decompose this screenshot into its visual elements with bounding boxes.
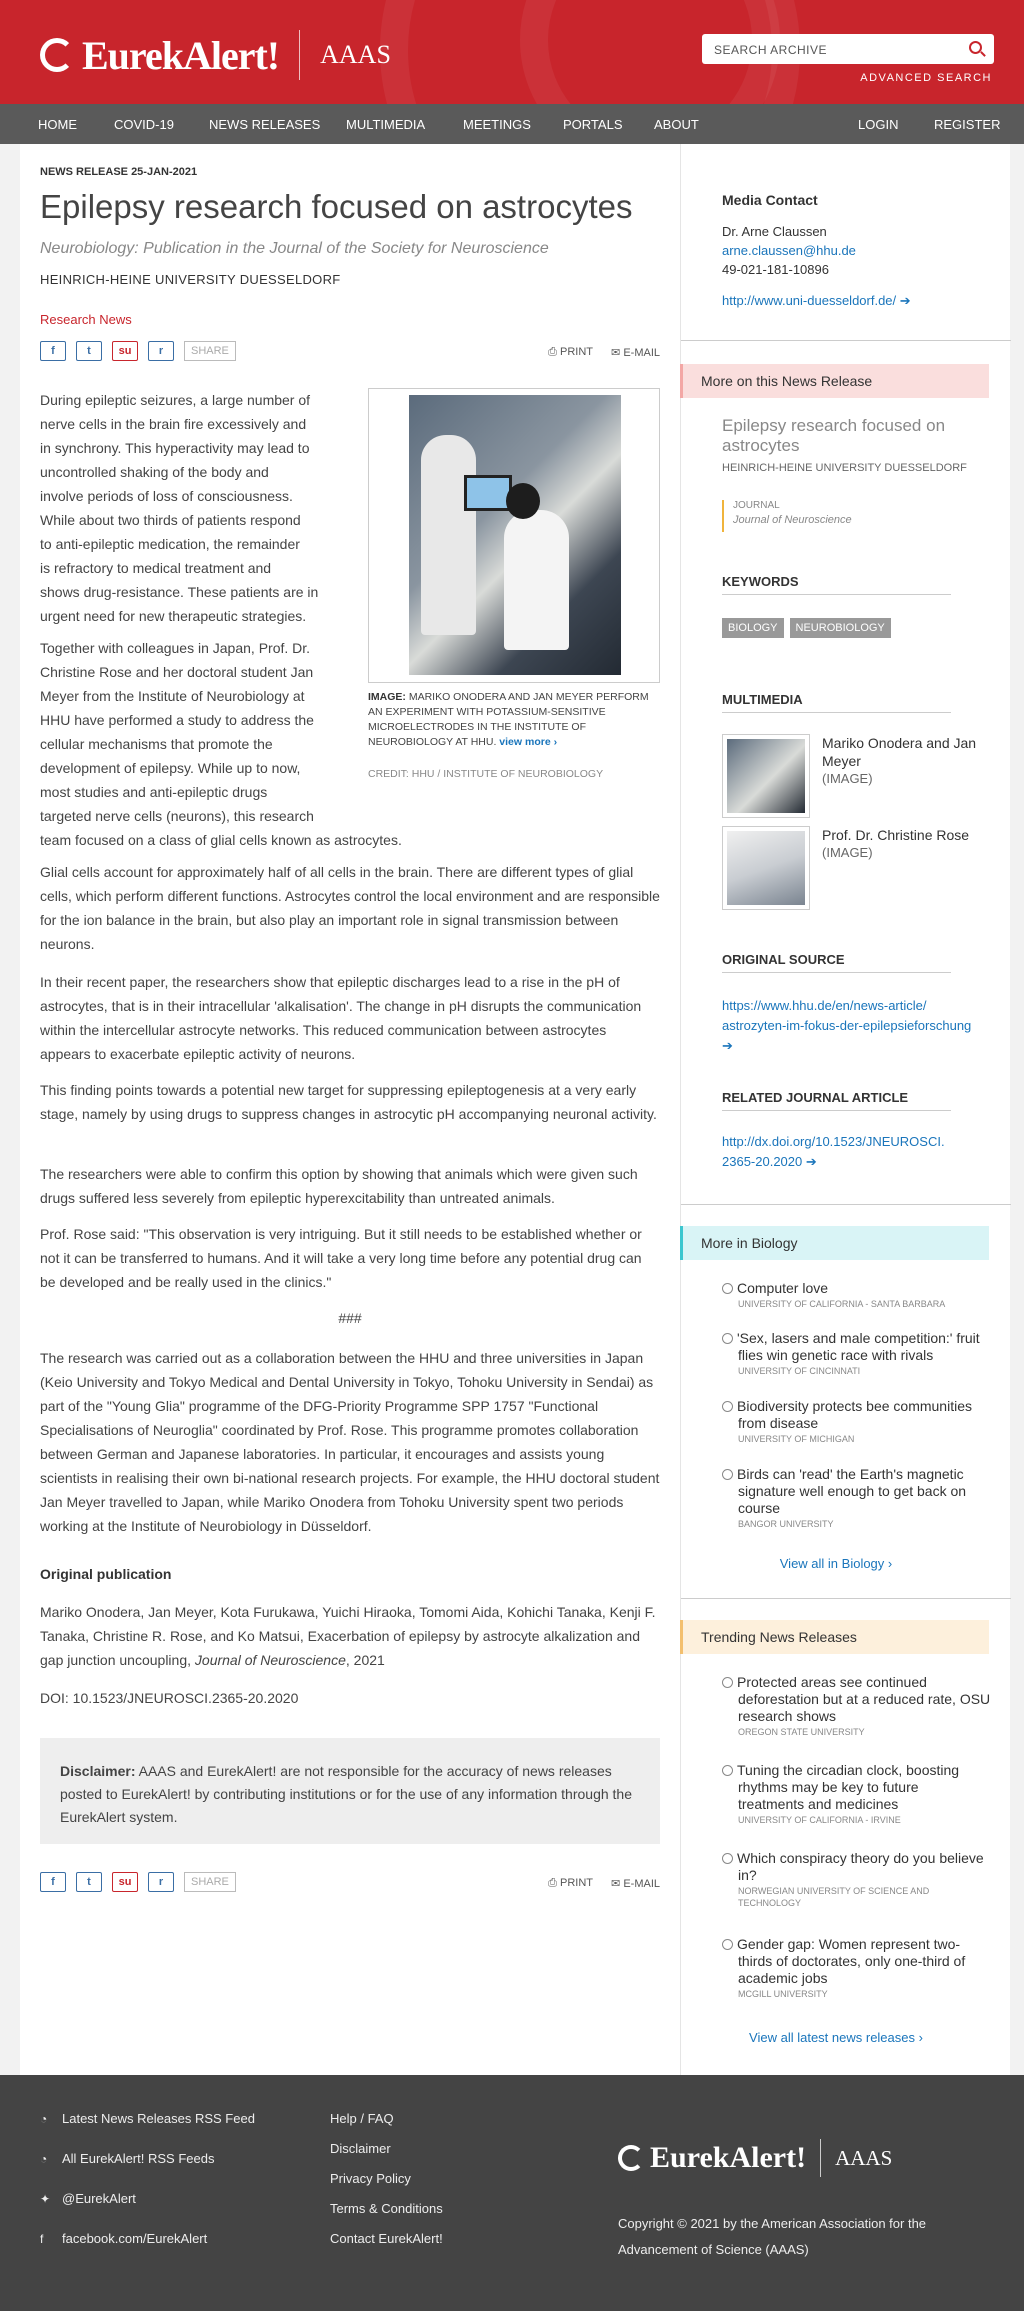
eurekalert-logo[interactable]: [40, 30, 391, 80]
original-publication-heading: Original publication: [40, 1566, 172, 1582]
media-type: (IMAGE): [822, 845, 873, 860]
facebook-link[interactable]: [40, 2231, 207, 2246]
news-item-title: Protected areas see continued: [737, 1674, 927, 1690]
text-line: in synchrony. This hyperactivity may lead to: [40, 440, 310, 456]
paragraph-4: In their recent paper, the researchers show that epileptic discharges lead to a rise in the pH of astrocytes, that is in their intracellular 'alkalisation'. The change in pH disrupts the communication within the intercellular astrocyte networks. This reduced communication between astrocytes appears to exacerbate epileptic activity of neurons.: [40, 974, 642, 1062]
source-url-line-1: https://www.hhu.de/en/news-article/: [722, 998, 927, 1013]
twitter-share-button[interactable]: t: [76, 341, 102, 361]
envelope-icon: ✉: [611, 1878, 624, 1890]
trending-heading: Trending News Releases: [680, 1620, 989, 1654]
circle-arrow-icon: [722, 1853, 733, 1864]
swirl-logo-icon: [618, 2145, 644, 2171]
original-publication-citation: [40, 1600, 660, 1672]
journal-block: [722, 500, 852, 532]
news-item-title: from disease: [738, 1415, 819, 1431]
caption-text: MARIKO ONODERA AND JAN MEYER PERFORM AN EXPERIMENT WITH POTASSIUM-SENSITIVE MICROELECTRODES IN THE INSTITUTE OF NEUROBIOLOGY AT HHU.: [368, 691, 649, 748]
print-icon: ⎙: [548, 1877, 561, 1889]
news-item-source: MCGILL UNIVERSITY: [738, 1989, 828, 1999]
email-label: E-MAIL: [623, 347, 660, 359]
copyright-line-2: Advancement of Science (AAAS): [618, 2242, 809, 2257]
facebook-icon: f: [40, 2232, 44, 2246]
facebook-share-button[interactable]: f: [40, 1872, 66, 1892]
print-label: PRINT: [560, 346, 594, 358]
external-link-icon: ➔: [899, 293, 911, 308]
news-item-title: academic jobs: [738, 1970, 828, 1986]
figure-caption: [368, 690, 658, 750]
paragraph-2: [40, 636, 402, 852]
nav-portals[interactable]: PORTALS: [563, 117, 623, 132]
news-item-title: 'Sex, lasers and male competition:' fruit: [737, 1330, 980, 1346]
disclaimer-box: [40, 1738, 660, 1844]
news-item-title: Computer love: [737, 1280, 829, 1296]
circle-arrow-icon: [722, 1677, 733, 1688]
paragraph-6: The researchers were able to confirm this option by showing that animals which were given such drugs suffered less severely from epileptic hyperexcitability than untreated animals.: [40, 1166, 638, 1206]
twitter-icon: ✦: [40, 2192, 51, 2206]
text-line: urgent need for new therapeutic strategies.: [40, 608, 307, 624]
site-footer: [0, 2075, 1024, 2311]
news-item-title: Gender gap: Women represent two-: [737, 1936, 961, 1952]
citation-journal: Journal of Neuroscience: [194, 1652, 346, 1668]
news-item-title: Birds can 'read' the Earth's magnetic: [737, 1466, 964, 1482]
news-item[interactable]: [722, 1280, 1022, 1309]
text-line: Together with colleagues in Japan, Prof. Dr.: [40, 640, 311, 656]
news-item[interactable]: [722, 1330, 1022, 1376]
text-line: During epileptic seizures, a large number of: [40, 392, 311, 408]
disclaimer-text: AAAS and EurekAlert! are not responsible for the accuracy of news releases posted to EurekAlert! by contributing institutions or for the use of any information through the EurekAlert system.: [60, 1763, 632, 1825]
image-label: IMAGE:: [368, 691, 406, 703]
contact-name: Dr. Arne Claussen: [722, 224, 827, 239]
paragraph-7: Prof. Rose said: "This observation is very intriguing. But it still needs to be established whether or not it can be transferred to humans. And it will take a very long time before any potential drug can be developed and be really used in the clinics.": [40, 1226, 642, 1290]
nav-multimedia[interactable]: MULTIMEDIA: [346, 117, 426, 132]
news-item-title: rhythms may be key to future: [738, 1779, 919, 1795]
more-release-institution: HEINRICH-HEINE UNIVERSITY DUESSELDORF: [722, 462, 967, 474]
footer-aaas: AAAS: [835, 2145, 893, 2170]
paragraph-3: Glial cells account for approximately half of all cells in the brain. There are different types of glial cells, which perform different functions. Astrocytes control the local environment and are responsible for the ion balance in the brain, but also play an important role in signal transmission between neurons.: [40, 864, 660, 952]
article-subtitle: Neurobiology: Publication in the Journal of the Society for Neuroscience: [40, 240, 549, 257]
news-item[interactable]: [722, 1398, 1022, 1444]
contact-phone: 49-021-181-10896: [722, 262, 829, 277]
share-bar-bottom: [40, 1872, 236, 1892]
institution: HEINRICH-HEINE UNIVERSITY DUESSELDORF: [40, 272, 341, 287]
keywords-heading: KEYWORDS: [722, 574, 799, 589]
text-line: uncontrolled shaking of the body and: [40, 464, 269, 480]
figure-credit: CREDIT: HHU / INSTITUTE OF NEUROBIOLOGY: [368, 768, 604, 780]
nav-home[interactable]: HOME: [38, 117, 77, 132]
multimedia-heading: MULTIMEDIA: [722, 692, 803, 707]
nav-register[interactable]: REGISTER: [934, 117, 1001, 132]
reddit-share-button[interactable]: r: [148, 1872, 174, 1892]
text-line: most studies and anti-epileptic drugs: [40, 784, 268, 800]
text-line: is refractory to medical treatment and: [40, 560, 272, 576]
more-in-biology-heading: More in Biology: [680, 1226, 989, 1260]
share-button[interactable]: SHARE: [184, 341, 236, 361]
release-date: NEWS RELEASE 25-JAN-2021: [40, 166, 198, 178]
rss-icon: ◔: [40, 2152, 48, 2166]
divider: [722, 1110, 951, 1111]
email-button[interactable]: [611, 346, 660, 359]
footer-brand: EurekAlert!: [650, 2141, 807, 2174]
footer-contact-link[interactable]: Contact EurekAlert!: [330, 2231, 443, 2246]
circle-arrow-icon: [722, 1401, 733, 1412]
news-item-title: Biodiversity protects bee communities: [737, 1398, 972, 1414]
source-url-line-2: astrozyten-im-fokus-der-epilepsieforschung: [722, 1018, 972, 1033]
logo-divider: [299, 30, 300, 80]
lab-photo[interactable]: [409, 395, 621, 675]
text-line: nerve cells in the brain fire excessively and: [40, 416, 307, 432]
news-item-title: in?: [738, 1867, 757, 1883]
search-icon[interactable]: [969, 41, 982, 54]
media-item[interactable]: [822, 734, 992, 788]
keyword-tag[interactable]: BIOLOGY: [722, 618, 784, 638]
news-item-title: deforestation but at a reduced rate, OSU: [738, 1691, 991, 1707]
share-bar-top: [40, 341, 236, 361]
text-line: While about two thirds of patients respond: [40, 512, 301, 528]
category-label[interactable]: Research News: [40, 312, 132, 327]
circle-arrow-icon: [722, 1469, 733, 1480]
nav-meetings[interactable]: MEETINGS: [463, 117, 531, 132]
news-item-source: UNIVERSITY OF CINCINNATI: [738, 1366, 861, 1376]
news-item-source: TECHNOLOGY: [738, 1898, 802, 1908]
more-on-release-heading: More on this News Release: [680, 364, 989, 398]
print-button[interactable]: [548, 346, 593, 359]
news-item-title: research shows: [738, 1708, 837, 1724]
news-item[interactable]: [722, 1466, 1022, 1529]
doi: DOI: 10.1523/JNEUROSCI.2365-20.2020: [40, 1690, 299, 1706]
section-separator: ###: [338, 1310, 362, 1326]
circle-arrow-icon: [722, 1333, 733, 1344]
divider: [681, 1598, 1011, 1599]
text-line: Meyer from the Institute of Neurobiology at: [40, 688, 305, 704]
related-article-link[interactable]: [722, 1132, 945, 1172]
swirl-logo-icon: [40, 38, 74, 72]
news-item-source: NORWEGIAN UNIVERSITY OF SCIENCE AND: [738, 1886, 930, 1896]
facebook-share-button[interactable]: f: [40, 341, 66, 361]
news-item-title: Which conspiracy theory do you believe: [737, 1850, 984, 1866]
text-line: targeted nerve cells (neurons), this research: [40, 808, 314, 824]
news-item[interactable]: [722, 1674, 1022, 1737]
media-item[interactable]: [822, 826, 992, 862]
print-button[interactable]: [548, 1877, 593, 1890]
news-item-source: UNIVERSITY OF CALIFORNIA - IRVINE: [738, 1815, 901, 1825]
sidebar: [680, 144, 1010, 2075]
stumbleupon-share-button[interactable]: su: [112, 341, 138, 361]
circle-arrow-icon: [722, 1939, 733, 1950]
disclaimer-label: Disclaimer:: [60, 1763, 136, 1779]
paragraph-1: [40, 388, 318, 628]
copyright-line-1: Copyright © 2021 by the American Association for the: [618, 2216, 927, 2231]
media-title: Mariko Onodera and Jan Meyer: [822, 735, 977, 769]
circle-arrow-icon: [722, 1765, 733, 1776]
journal-name: Journal of Neuroscience: [733, 514, 852, 526]
search-placeholder: SEARCH ARCHIVE: [714, 43, 828, 57]
related-url-line-2: 2365-20.2020: [722, 1154, 803, 1169]
news-item-title: signature well enough to get back on: [738, 1483, 967, 1499]
share-button[interactable]: SHARE: [184, 1872, 236, 1892]
rss-icon: ◔: [40, 2112, 48, 2126]
text-line: HHU have performed a study to address the: [40, 712, 314, 728]
divider: [722, 712, 951, 713]
divider: [681, 1204, 1011, 1205]
news-item-source: UNIVERSITY OF CALIFORNIA - SANTA BARBARA: [738, 1299, 946, 1309]
related-article-heading: RELATED JOURNAL ARTICLE: [722, 1090, 909, 1105]
stumbleupon-share-button[interactable]: su: [112, 1872, 138, 1892]
divider: [722, 972, 951, 973]
footer-help-link[interactable]: Help / FAQ: [330, 2111, 394, 2126]
site-header: [0, 0, 1024, 104]
news-item-title: flies win genetic race with rivals: [738, 1347, 934, 1363]
media-contact-heading: Media Contact: [722, 192, 818, 208]
news-item-source: OREGON STATE UNIVERSITY: [738, 1727, 865, 1737]
contact-email-link[interactable]: arne.claussen@hhu.de: [722, 243, 856, 258]
footer-link-label: Latest News Releases RSS Feed: [62, 2111, 255, 2126]
main-nav: [0, 104, 1024, 144]
news-item[interactable]: [722, 1762, 1022, 1825]
view-all-trending-link[interactable]: View all latest news releases ›: [749, 2030, 923, 2045]
news-item-title: treatments and medicines: [738, 1796, 899, 1812]
original-source-link[interactable]: [722, 996, 971, 1056]
view-all-biology-link[interactable]: View all in Biology ›: [779, 1556, 893, 1571]
article-column: [20, 144, 680, 2075]
media-title: Prof. Dr. Christine Rose: [822, 827, 970, 843]
contact-url-link[interactable]: [722, 291, 911, 310]
citation-year: , 2021: [345, 1652, 385, 1668]
print-icon: ⎙: [548, 346, 561, 358]
news-item-title: Tuning the circadian clock, boosting: [737, 1762, 960, 1778]
footer-link-label: facebook.com/EurekAlert: [62, 2231, 208, 2246]
paragraph-8: The research was carried out as a collaboration between the HHU and three universities in Japan (Keio University and Tokyo Medical and Dental University in Tokyo, Tohoku University in Sendai) as part of the "Young Glia" programme of the DFG-Priority Programme SPP 1757 "Functional Specialisations of Neuroglia" coordinated by Prof. Rose. This programme promotes collaboration between German and Japanese laboratories. In particular, it encourages and assists young scientists in realising their own bi-national research projects. For example, the HHU doctoral student Jan Meyer travelled to Japan, while Mariko Onodera from Tohoku University spent two periods working at the Institute of Neurobiology in Düsseldorf.: [40, 1350, 660, 1534]
citation-authors: Mariko Onodera, Jan Meyer, Kota Furukawa, Yuichi Hiraoka, Tomomi Aida, Kohichi Tanaka, Kenji F. Tanaka, Christine R. Rose, and Ko Matsui, Exacerbation of epilepsy by astrocyte alkalization and gap junction uncoupling,: [40, 1604, 656, 1668]
text-line: shows drug-resistance. These patients are in: [40, 584, 319, 600]
rss-all-link[interactable]: [40, 2151, 214, 2166]
article-title: Epilepsy research focused on astrocytes: [40, 188, 633, 225]
nav-covid[interactable]: COVID-19: [114, 117, 174, 132]
footer-disclaimer-link[interactable]: Disclaimer: [330, 2141, 391, 2156]
paragraph-5: This finding points towards a potential new target for suppressing epileptogenesis at a very early stage, namely by using drugs to suppress changes in astrocytic pH accompanying neuronal activity.: [40, 1082, 657, 1122]
print-email-tools: [548, 1877, 660, 1890]
article-figure[interactable]: [368, 388, 660, 683]
external-link-icon: ➔: [722, 1038, 733, 1053]
footer-link-label: @EurekAlert: [62, 2191, 136, 2206]
media-type: (IMAGE): [822, 771, 873, 786]
view-more-link[interactable]: view more ›: [499, 736, 558, 748]
email-label: E-MAIL: [623, 1878, 660, 1890]
text-line: to anti-epileptic medication, the remainder: [40, 536, 300, 552]
footer-terms-link[interactable]: Terms & Conditions: [330, 2201, 443, 2216]
reddit-share-button[interactable]: r: [148, 341, 174, 361]
aaas-logo[interactable]: AAAS: [320, 40, 391, 69]
rss-latest-link[interactable]: [40, 2111, 255, 2126]
circle-arrow-icon: [722, 1283, 733, 1294]
divider: [722, 594, 951, 595]
text-line: cellular mechanisms that promote the: [40, 736, 273, 752]
divider: [681, 340, 1011, 341]
news-item-title: course: [738, 1500, 781, 1516]
text-line: team focused on a class of glial cells known as astrocytes.: [40, 832, 402, 848]
search-input[interactable]: [702, 34, 994, 64]
print-email-tools: [548, 346, 660, 359]
text-line: involve periods of loss of consciousness.: [40, 488, 293, 504]
advanced-search-link[interactable]: ADVANCED SEARCH: [860, 72, 992, 84]
print-label: PRINT: [560, 1877, 594, 1889]
news-item[interactable]: [722, 1936, 1022, 1999]
news-item[interactable]: [722, 1850, 1022, 1908]
copyright: [618, 2211, 926, 2263]
keyword-list: [722, 618, 897, 638]
twitter-link[interactable]: [40, 2191, 136, 2206]
more-release-title[interactable]: Epilepsy research focused on astrocytes: [722, 416, 946, 455]
footer-link-label: All EurekAlert! RSS Feeds: [62, 2151, 215, 2166]
related-url-line-1: http://dx.doi.org/10.1523/JNEUROSCI.: [722, 1134, 945, 1149]
journal-label: JOURNAL: [733, 500, 780, 511]
media-thumbnail[interactable]: [722, 734, 810, 818]
text-line: Christine Rose and her doctoral student Jan: [40, 664, 314, 680]
external-link-icon: ➔: [805, 1154, 817, 1169]
email-button[interactable]: [611, 1877, 660, 1890]
footer-privacy-link[interactable]: Privacy Policy: [330, 2171, 411, 2186]
nav-login[interactable]: LOGIN: [858, 117, 899, 132]
envelope-icon: ✉: [611, 347, 624, 359]
original-source-heading: ORIGINAL SOURCE: [722, 952, 845, 967]
news-item-source: UNIVERSITY OF MICHIGAN: [738, 1434, 855, 1444]
nav-news-releases[interactable]: NEWS RELEASES: [209, 117, 321, 132]
media-thumbnail[interactable]: [722, 826, 810, 910]
media-contact: [722, 222, 911, 310]
news-item-title: thirds of doctorates, only one-third of: [738, 1953, 966, 1969]
keyword-tag[interactable]: NEUROBIOLOGY: [790, 618, 891, 638]
logo-divider: [820, 2139, 821, 2177]
news-item-source: BANGOR UNIVERSITY: [738, 1519, 834, 1529]
text-line: development of epilepsy. While up to now,: [40, 760, 301, 776]
footer-logo[interactable]: [618, 2139, 892, 2177]
brand-name: EurekAlert!: [82, 32, 280, 78]
contact-url-text: http://www.uni-duesseldorf.de/: [722, 293, 897, 308]
nav-about[interactable]: ABOUT: [654, 117, 699, 132]
twitter-share-button[interactable]: t: [76, 1872, 102, 1892]
